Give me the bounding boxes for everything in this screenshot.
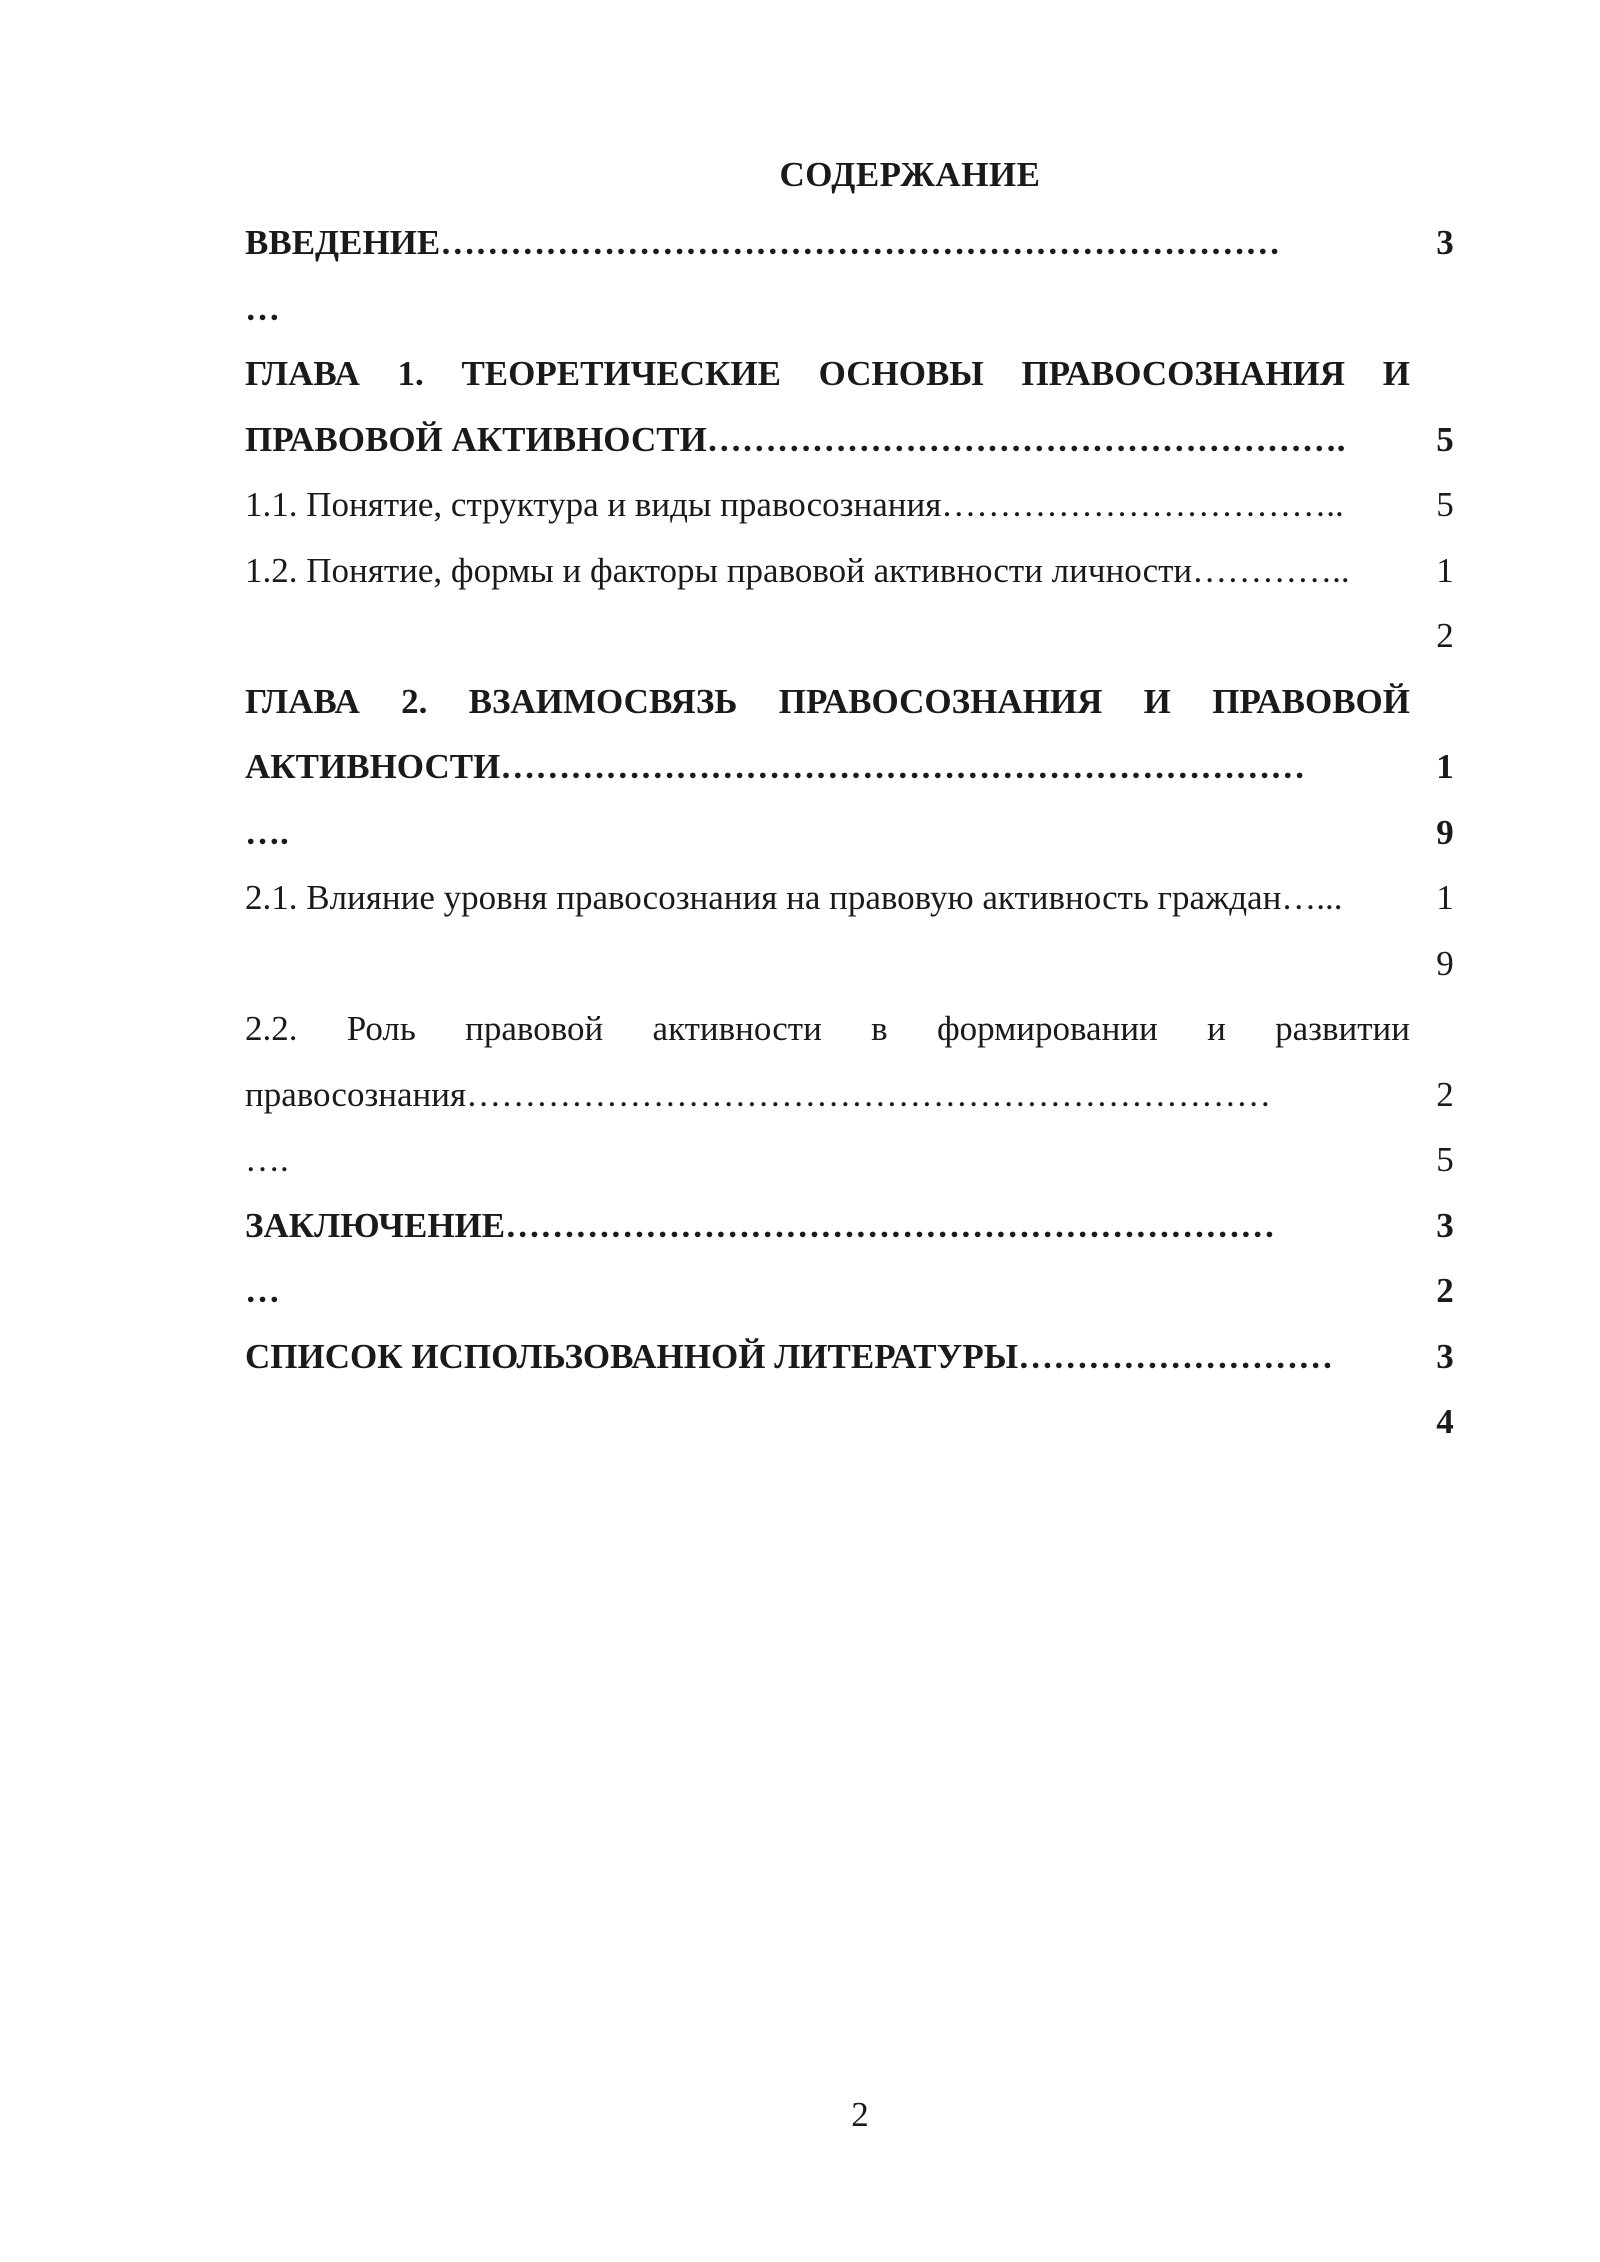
toc-entry-page: 1 9 [1436, 747, 1454, 852]
toc-entry-page: 1 2 [1436, 550, 1454, 655]
toc-title: СОДЕРЖАНИЕ [779, 155, 1041, 194]
toc-entry-section-1-1 [245, 472, 1465, 538]
toc-entry-page: 5 [1436, 419, 1454, 459]
toc-entry-references [245, 1324, 1465, 1455]
toc-entry-text: ВВЕДЕНИЕ……………………………………………………………… … [245, 223, 1281, 328]
toc-entry-text: ГЛАВА 1. ТЕОРЕТИЧЕСКИЕ ОСНОВЫ ПРАВОСОЗНАНИЯ И ПРАВОВОЙ АКТИВНОСТИ………………………………………………. [245, 354, 1410, 459]
toc-entry-chapter-1 [245, 341, 1465, 472]
table-of-contents [245, 210, 1465, 1455]
toc-entry-section-2-2 [245, 996, 1465, 1193]
toc-entry-text: СПИСОК ИСПОЛЬЗОВАННОЙ ЛИТЕРАТУРЫ……………………… [245, 1336, 1334, 1376]
toc-entry-introduction [245, 210, 1465, 341]
toc-entry-conclusion [245, 1193, 1465, 1324]
toc-entry-section-2-1 [245, 865, 1465, 996]
toc-entry-text: 2.1. Влияние уровня правосознания на правовую активность граждан…... [245, 878, 1343, 917]
toc-entry-page: 1 9 [1436, 878, 1454, 983]
toc-entry-text: 1.1. Понятие, структура и виды правосознания…………………………….. [245, 485, 1344, 524]
toc-entry-text: ЗАКЛЮЧЕНИЕ………………………………………………………… … [245, 1205, 1276, 1310]
page-number: 2 [851, 2095, 869, 2134]
toc-entry-text: ГЛАВА 2. ВЗАИМОСВЯЗЬ ПРАВОСОЗНАНИЯ И ПРАВОВОЙ АКТИВНОСТИ…………………………………………………………… …. [245, 681, 1410, 852]
toc-entry-chapter-2 [245, 669, 1465, 866]
toc-entry-text: 2.2. Роль правовой активности в формировании и развитии правосознания…………………………………………………………… …. [245, 1009, 1410, 1179]
toc-entry-page: 3 2 [1436, 1205, 1454, 1310]
toc-entry-page: 3 [1436, 223, 1454, 262]
toc-entry-page: 5 [1436, 485, 1454, 524]
toc-entry-page: 2 5 [1436, 1074, 1454, 1179]
toc-entry-text: 1.2. Понятие, формы и факторы правовой активности личности………….. [245, 550, 1350, 590]
toc-entry-section-1-2 [245, 538, 1465, 669]
toc-entry-page: 3 4 [1436, 1336, 1454, 1441]
